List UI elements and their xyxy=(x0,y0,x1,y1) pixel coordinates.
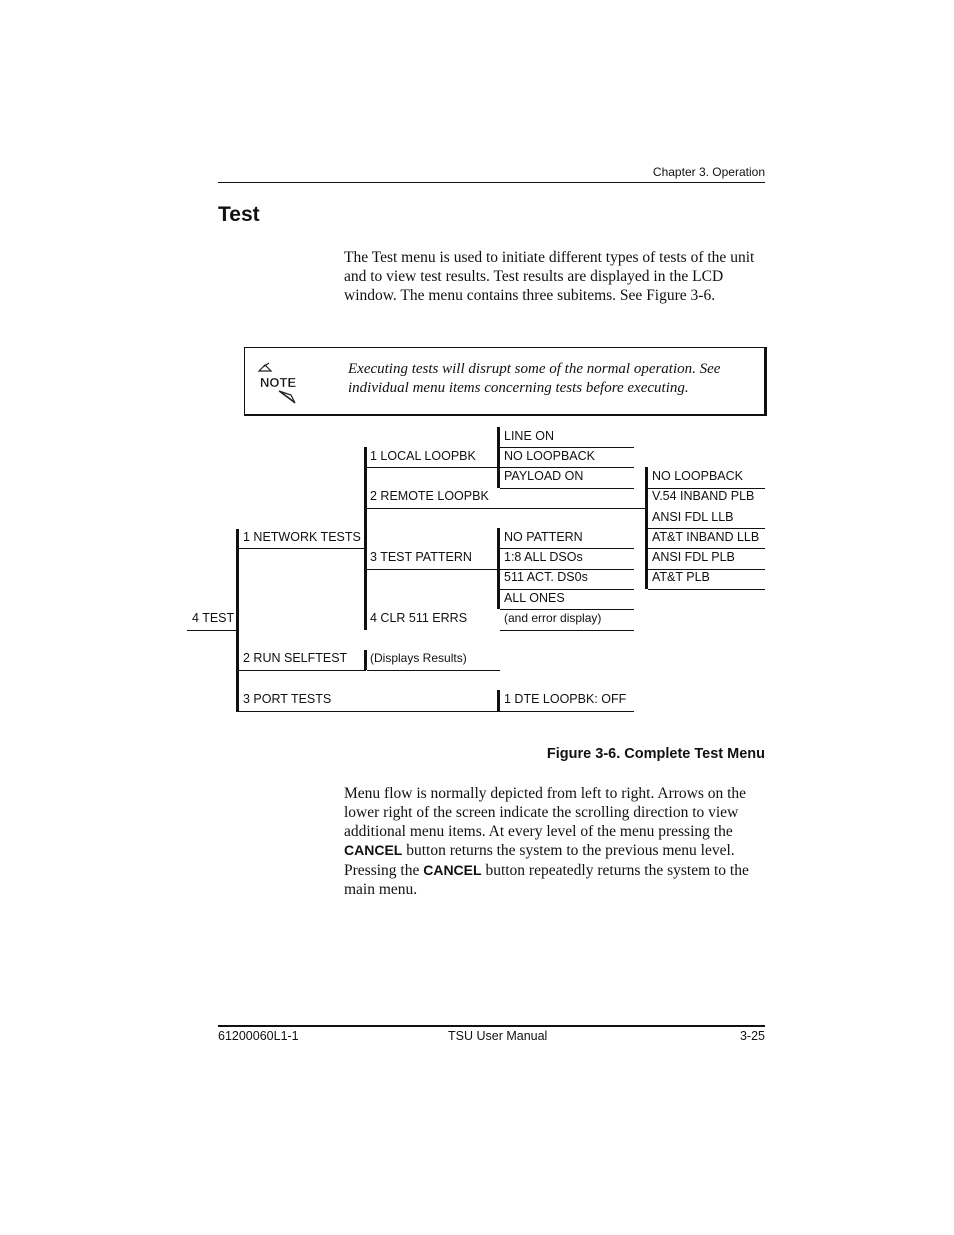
running-header: Chapter 3. Operation xyxy=(652,165,765,179)
manual-title: TSU User Manual xyxy=(448,1029,548,1043)
option-payload-on: PAYLOAD ON xyxy=(504,469,584,483)
tree-rule xyxy=(648,548,765,549)
body-paragraph xyxy=(344,785,765,900)
cancel-key-label: CANCEL xyxy=(423,862,482,879)
document-number: 61200060L1-1 xyxy=(218,1029,299,1043)
figure-caption: Figure 3-6. Complete Test Menu xyxy=(546,746,765,762)
note-icon xyxy=(255,361,301,405)
note-callout xyxy=(244,347,767,416)
option-no-pattern: NO PATTERN xyxy=(504,530,583,544)
tree-rule xyxy=(500,467,634,468)
tree-rule xyxy=(500,548,634,549)
menu-item-local-loopbk: 1 LOCAL LOOPBK xyxy=(370,449,476,463)
tree-rule xyxy=(367,670,500,671)
section-title: Test xyxy=(218,203,260,226)
cancel-key-label: CANCEL xyxy=(344,842,403,859)
tree-rule xyxy=(367,508,647,509)
menu-root: 4 TEST xyxy=(192,611,235,625)
option-att-inband-llb: AT&T INBAND LLB xyxy=(652,530,760,544)
tree-rule xyxy=(239,548,366,549)
intro-paragraph: The Test menu is used to initiate different types of tests of the unit and to view test results. Test results are displayed in the LCD window. The menu contains three subitems. See Figure 3-6. xyxy=(344,249,755,304)
body-text-3: button repeatedly returns the system to the main menu. xyxy=(344,862,749,898)
clr-errs-note: (and error display) xyxy=(504,611,602,625)
menu-item-network-tests: 1 NETWORK TESTS xyxy=(243,530,361,544)
tree-rule xyxy=(367,467,499,468)
tree-rule xyxy=(500,488,634,489)
option-511-act-ds0s: 511 ACT. DS0s xyxy=(504,570,588,584)
option-1-8-all-dsos: 1:8 ALL DSOs xyxy=(504,550,583,564)
menu-item-port-tests: 3 PORT TESTS xyxy=(243,692,332,706)
tree-rule xyxy=(367,569,499,570)
option-att-plb: AT&T PLB xyxy=(652,570,710,584)
menu-item-test-pattern: 3 TEST PATTERN xyxy=(370,550,472,564)
menu-item-run-selftest: 2 RUN SELFTEST xyxy=(243,651,348,665)
tree-bar xyxy=(497,690,500,711)
option-all-ones: ALL ONES xyxy=(504,591,565,605)
option-ansi-fdl-llb: ANSI FDL LLB xyxy=(652,510,734,524)
selftest-result-note: (Displays Results) xyxy=(370,651,467,665)
page-number: 3-25 xyxy=(739,1029,765,1043)
header-rule xyxy=(218,182,765,183)
option-remote-no-loopback: NO LOOPBACK xyxy=(652,469,743,483)
option-ansi-fdl-plb: ANSI FDL PLB xyxy=(652,550,735,564)
option-dte-loopbk: 1 DTE LOOPBK: OFF xyxy=(504,692,627,706)
tree-bar xyxy=(364,447,367,630)
tree-rule xyxy=(648,589,765,590)
tree-bar xyxy=(236,529,239,712)
menu-item-remote-loopbk: 2 REMOTE LOOPBK xyxy=(370,489,489,503)
tree-bar xyxy=(364,650,367,670)
tree-bar xyxy=(497,427,500,488)
body-text-2: button returns the system to the previous menu level. Pressing the xyxy=(344,842,735,880)
menu-item-clr-511-errs: 4 CLR 511 ERRS xyxy=(370,611,468,625)
option-line-on: LINE ON xyxy=(504,429,555,443)
body-text-1: Menu flow is normally depicted from left to right. Arrows on the lower right of the screen indicate the scrolling direction to view additional menu items. At every level of the menu pressing the xyxy=(344,785,747,840)
note-icon-label: NOTE xyxy=(260,375,297,390)
note-text: Executing tests will disrupt some of the normal operation. See individual menu items concerning tests before executing. xyxy=(348,361,721,396)
option-no-loopback: NO LOOPBACK xyxy=(504,449,595,463)
tree-rule xyxy=(239,711,634,712)
tree-rule xyxy=(187,630,237,631)
tree-rule xyxy=(239,670,366,671)
tree-rule xyxy=(648,528,765,529)
tree-rule xyxy=(500,630,634,631)
option-v54-inband-plb: V.54 INBAND PLB xyxy=(652,489,755,503)
tree-rule xyxy=(500,609,634,610)
tree-rule xyxy=(500,589,634,590)
footer-rule xyxy=(218,1025,765,1027)
tree-rule xyxy=(500,447,634,448)
